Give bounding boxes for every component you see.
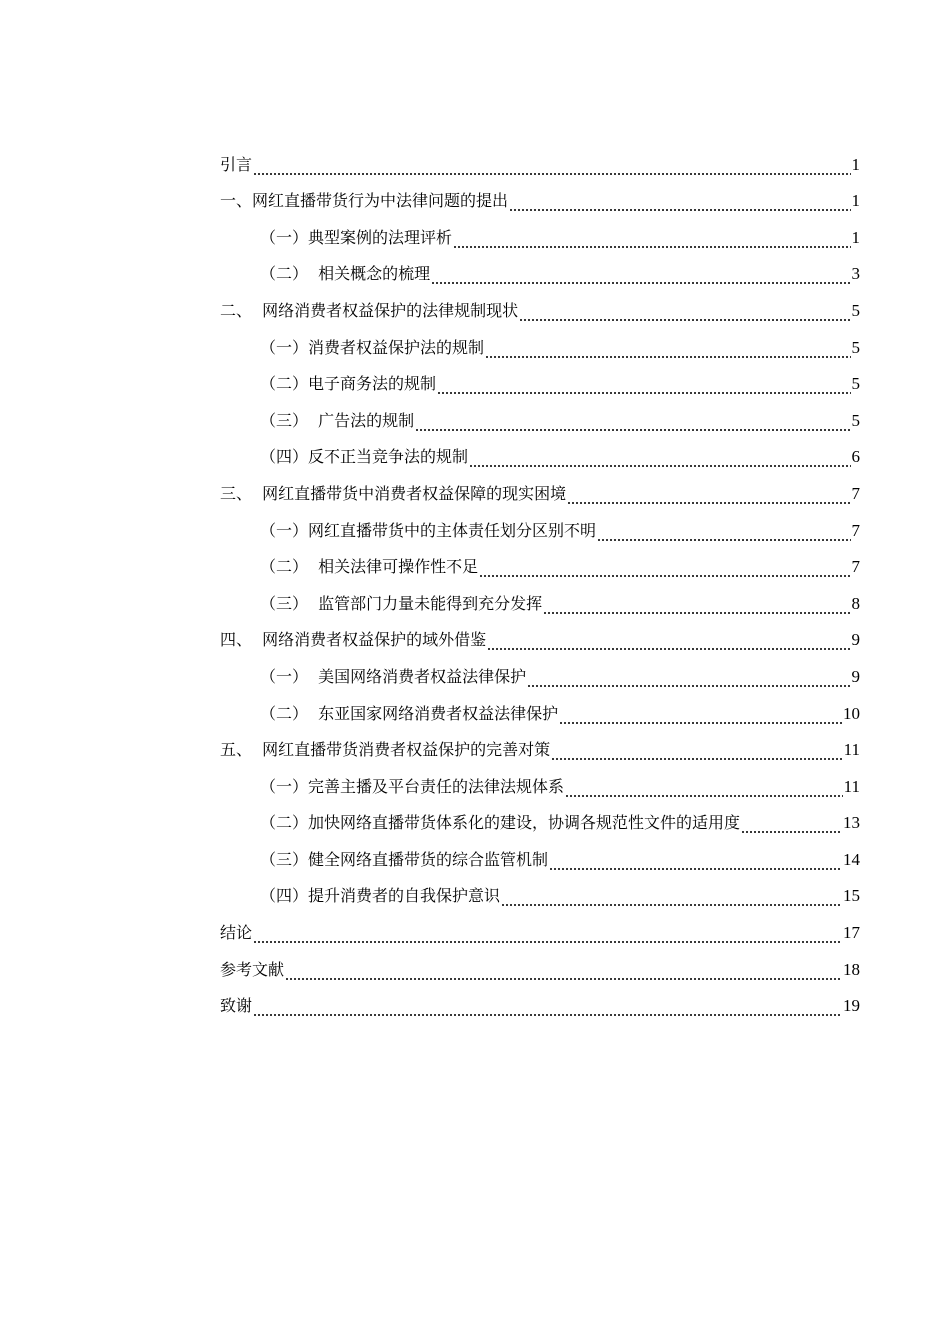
toc-entry-title: （二） 东亚国家网络消费者权益法律保护 <box>260 703 559 723</box>
toc-entry-title: （一）消费者权益保护法的规制 <box>260 337 485 357</box>
toc-entry-page: 9 <box>851 666 860 686</box>
toc-entry[interactable] <box>220 213 860 250</box>
toc-entry-page: 17 <box>843 923 860 943</box>
toc-dot-leader <box>741 815 842 835</box>
toc-dot-leader <box>285 962 842 982</box>
toc-entry-page: 5 <box>851 337 860 357</box>
toc-entry-title: 四、 网络消费者权益保护的域外借鉴 <box>220 630 487 650</box>
toc-dot-leader <box>437 376 850 396</box>
toc-entry-title: （一） 美国网络消费者权益法律保护 <box>260 666 527 686</box>
toc-dot-leader <box>501 888 842 908</box>
toc-entry-page: 1 <box>851 227 860 247</box>
toc-entry[interactable] <box>220 982 860 1019</box>
toc-entry-title: （一）网红直播带货中的主体责任划分区别不明 <box>260 520 597 540</box>
toc-entry-page: 7 <box>851 520 860 540</box>
toc-entry-title: 引言 <box>220 154 253 174</box>
toc-entry[interactable] <box>220 396 860 433</box>
toc-dot-leader <box>543 596 850 616</box>
toc-entry-title: 参考文献 <box>220 959 285 979</box>
toc-entry-page: 1 <box>851 191 860 211</box>
toc-dot-leader <box>527 669 850 689</box>
toc-entry-page: 3 <box>851 264 860 284</box>
toc-dot-leader <box>551 742 842 762</box>
toc-dot-leader <box>519 303 850 323</box>
toc-entry-page: 5 <box>851 374 860 394</box>
toc-entry-title: （二） 相关概念的梳理 <box>260 264 431 284</box>
toc-dot-leader <box>565 779 843 799</box>
toc-entry-page: 7 <box>851 557 860 577</box>
toc-entry-title: 二、 网络消费者权益保护的法律规制现状 <box>220 300 519 320</box>
toc-dot-leader <box>415 413 850 433</box>
toc-entry-title: （一）完善主播及平台责任的法律法规体系 <box>260 776 565 796</box>
toc-entry[interactable] <box>220 433 860 470</box>
toc-entry-page: 7 <box>851 483 860 503</box>
table-of-contents <box>220 140 860 1018</box>
toc-entry-page: 8 <box>851 593 860 613</box>
toc-entry-title: （二）加快网络直播带货体系化的建设，协调各规范性文件的适用度 <box>260 813 741 833</box>
toc-entry-title: （一）典型案例的法理评析 <box>260 227 453 247</box>
toc-entry[interactable] <box>220 799 860 836</box>
toc-entry[interactable] <box>220 835 860 872</box>
toc-entry-page: 1 <box>851 154 860 174</box>
toc-dot-leader <box>487 632 850 652</box>
toc-entry-page: 9 <box>851 630 860 650</box>
toc-entry-title: 一、网红直播带货行为中法律问题的提出 <box>220 191 509 211</box>
toc-entry-page: 6 <box>851 447 860 467</box>
toc-entry-page: 19 <box>843 996 860 1016</box>
toc-dot-leader <box>597 523 850 543</box>
toc-entry-page: 13 <box>843 813 860 833</box>
toc-entry-title: 结论 <box>220 923 253 943</box>
toc-entry[interactable] <box>220 579 860 616</box>
toc-dot-leader <box>453 230 850 250</box>
toc-entry[interactable] <box>220 908 860 945</box>
toc-dot-leader <box>509 193 850 213</box>
toc-entry[interactable] <box>220 726 860 763</box>
toc-entry[interactable] <box>220 872 860 909</box>
toc-entry[interactable] <box>220 250 860 287</box>
toc-entry-title: （二） 相关法律可操作性不足 <box>260 557 479 577</box>
toc-entry-title: （二）电子商务法的规制 <box>260 374 437 394</box>
toc-entry-page: 15 <box>843 886 860 906</box>
toc-entry[interactable] <box>220 140 860 177</box>
toc-entry[interactable] <box>220 762 860 799</box>
toc-entry[interactable] <box>220 543 860 580</box>
toc-entry-title: （三） 监管部门力量未能得到充分发挥 <box>260 593 543 613</box>
toc-entry-page: 5 <box>851 410 860 430</box>
toc-dot-leader <box>253 157 850 177</box>
toc-dot-leader <box>469 449 850 469</box>
toc-dot-leader <box>431 266 850 286</box>
toc-entry-page: 11 <box>843 740 860 760</box>
toc-dot-leader <box>485 340 850 360</box>
toc-dot-leader <box>559 706 842 726</box>
toc-entry-title: 三、 网红直播带货中消费者权益保障的现实困境 <box>220 483 567 503</box>
toc-dot-leader <box>567 486 850 506</box>
toc-dot-leader <box>253 998 842 1018</box>
toc-entry-title: 五、 网红直播带货消费者权益保护的完善对策 <box>220 740 551 760</box>
toc-entry[interactable] <box>220 177 860 214</box>
toc-entry-page: 5 <box>851 300 860 320</box>
toc-entry-title: 致谢 <box>220 996 253 1016</box>
toc-entry-page: 10 <box>843 703 860 723</box>
toc-dot-leader <box>253 925 842 945</box>
toc-dot-leader <box>549 852 842 872</box>
toc-entry[interactable] <box>220 469 860 506</box>
toc-entry[interactable] <box>220 945 860 982</box>
toc-entry[interactable] <box>220 286 860 323</box>
toc-entry[interactable] <box>220 360 860 397</box>
toc-entry[interactable] <box>220 616 860 653</box>
toc-entry-title: （四）反不正当竞争法的规制 <box>260 447 469 467</box>
toc-entry[interactable] <box>220 652 860 689</box>
toc-entry-title: （三） 广告法的规制 <box>260 410 415 430</box>
toc-entry-title: （四）提升消费者的自我保护意识 <box>260 886 501 906</box>
toc-entry[interactable] <box>220 323 860 360</box>
toc-entry[interactable] <box>220 506 860 543</box>
toc-entry-title: （三）健全网络直播带货的综合监管机制 <box>260 849 549 869</box>
toc-entry-page: 14 <box>843 849 860 869</box>
toc-entry[interactable] <box>220 689 860 726</box>
toc-entry-page: 11 <box>843 776 860 796</box>
toc-dot-leader <box>479 559 850 579</box>
toc-entry-page: 18 <box>843 959 860 979</box>
